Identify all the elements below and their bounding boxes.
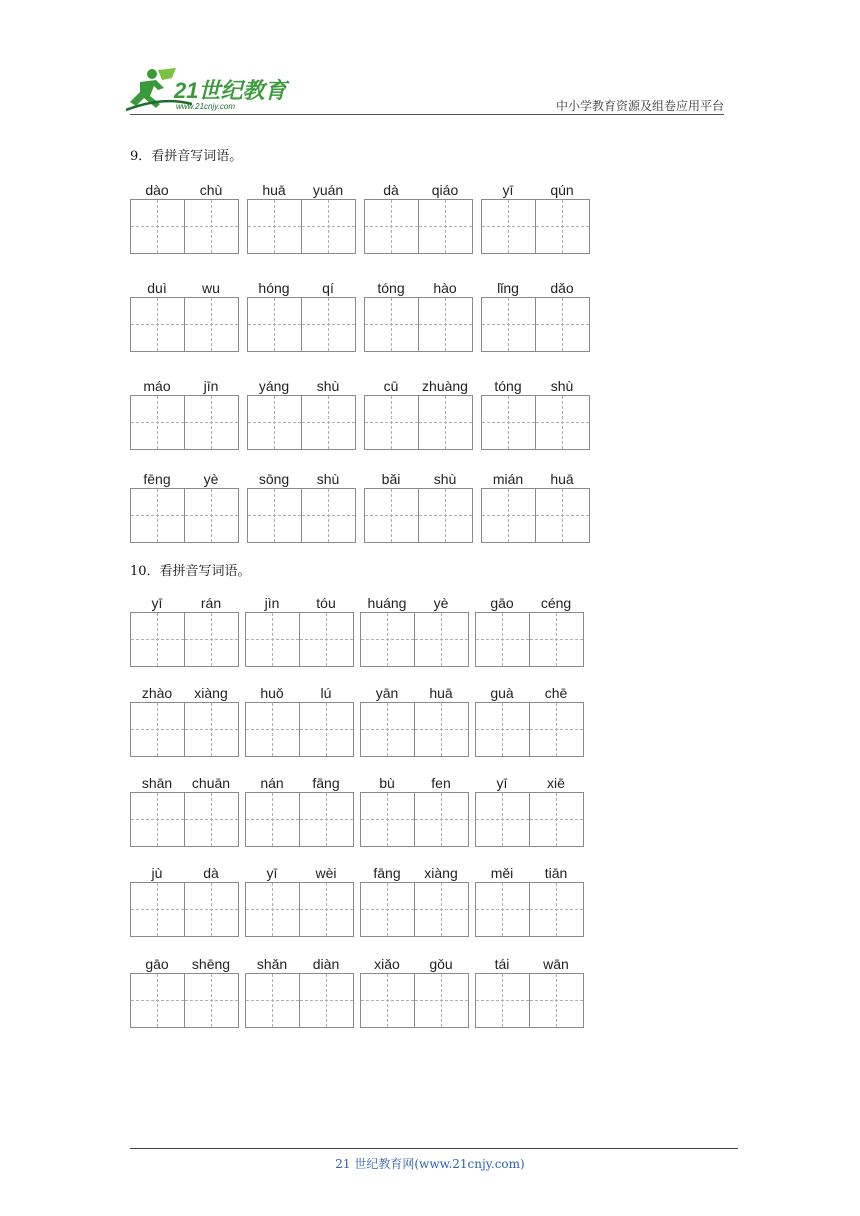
pinyin-word bbox=[130, 864, 239, 937]
word-row bbox=[130, 594, 584, 667]
writing-box-pair bbox=[481, 297, 590, 352]
pinyin-syllable: xiǎo bbox=[374, 956, 400, 972]
pinyin-label bbox=[130, 774, 239, 792]
pinyin-label bbox=[130, 181, 239, 199]
pinyin-syllable: tiān bbox=[544, 865, 568, 881]
pinyin-syllable: yuán bbox=[312, 182, 344, 198]
tian-zi-ge-cell[interactable] bbox=[184, 703, 238, 756]
pinyin-syllable: yī bbox=[496, 775, 508, 791]
pinyin-label bbox=[364, 470, 473, 488]
tian-zi-ge-cell[interactable] bbox=[476, 793, 529, 846]
tian-zi-ge-cell[interactable] bbox=[299, 613, 353, 666]
tian-zi-ge-cell[interactable] bbox=[529, 613, 583, 666]
pinyin-word bbox=[247, 181, 356, 254]
writing-box-pair bbox=[245, 973, 354, 1028]
writing-box-pair bbox=[130, 297, 239, 352]
header-divider bbox=[130, 114, 724, 115]
writing-box-pair bbox=[130, 702, 239, 757]
pinyin-syllable: xiē bbox=[547, 775, 565, 791]
pinyin-label bbox=[481, 181, 590, 199]
pinyin-label bbox=[247, 470, 356, 488]
pinyin-label bbox=[475, 955, 584, 973]
pinyin-word bbox=[245, 864, 354, 937]
writing-box-pair bbox=[247, 488, 356, 543]
pinyin-word bbox=[130, 470, 239, 543]
pinyin-label bbox=[245, 774, 354, 792]
pinyin-syllable: hóng bbox=[258, 280, 290, 296]
tian-zi-ge-cell[interactable] bbox=[361, 793, 414, 846]
tian-zi-ge-cell[interactable] bbox=[482, 298, 535, 351]
tian-zi-ge-cell[interactable] bbox=[184, 489, 238, 542]
tian-zi-ge-cell[interactable] bbox=[365, 489, 418, 542]
pinyin-word bbox=[475, 594, 584, 667]
pinyin-word bbox=[130, 594, 239, 667]
pinyin-syllable: qí bbox=[322, 280, 334, 296]
tian-zi-ge-cell[interactable] bbox=[184, 613, 238, 666]
writing-box-pair bbox=[475, 973, 584, 1028]
pinyin-label bbox=[247, 377, 356, 395]
pinyin-word bbox=[481, 377, 590, 450]
tian-zi-ge-cell[interactable] bbox=[131, 200, 184, 253]
writing-box-pair bbox=[130, 199, 239, 254]
writing-box-pair bbox=[475, 882, 584, 937]
writing-box-pair bbox=[360, 792, 469, 847]
writing-box-pair bbox=[481, 488, 590, 543]
tian-zi-ge-cell[interactable] bbox=[414, 613, 468, 666]
tian-zi-ge-cell[interactable] bbox=[246, 883, 299, 936]
pinyin-word bbox=[130, 377, 239, 450]
pinyin-syllable: wu bbox=[202, 280, 220, 296]
tian-zi-ge-cell[interactable] bbox=[184, 396, 238, 449]
pinyin-syllable: lǐng bbox=[497, 280, 519, 296]
pinyin-label bbox=[360, 684, 469, 702]
pinyin-word bbox=[247, 279, 356, 352]
writing-box-pair bbox=[247, 395, 356, 450]
tian-zi-ge-cell[interactable] bbox=[418, 200, 472, 253]
pinyin-word bbox=[130, 279, 239, 352]
pinyin-syllable: qún bbox=[550, 182, 574, 198]
tian-zi-ge-cell[interactable] bbox=[476, 613, 529, 666]
tian-zi-ge-cell[interactable] bbox=[184, 883, 238, 936]
pinyin-word bbox=[360, 774, 469, 847]
writing-box-pair bbox=[130, 488, 239, 543]
pinyin-syllable: céng bbox=[540, 595, 572, 611]
pinyin-label bbox=[245, 955, 354, 973]
pinyin-syllable: huā bbox=[550, 471, 574, 487]
pinyin-syllable: jù bbox=[151, 865, 163, 881]
footer-text: 21 世纪教育网(www.21cnjy.com) bbox=[335, 1157, 525, 1171]
pinyin-syllable: gǒu bbox=[429, 956, 453, 972]
pinyin-syllable: shù bbox=[316, 471, 340, 487]
tian-zi-ge-cell[interactable] bbox=[301, 298, 355, 351]
pinyin-word bbox=[245, 774, 354, 847]
pinyin-syllable: huā bbox=[262, 182, 286, 198]
tian-zi-ge-cell[interactable] bbox=[184, 793, 238, 846]
pinyin-syllable: fēng bbox=[143, 471, 171, 487]
tian-zi-ge-cell[interactable] bbox=[248, 489, 301, 542]
pinyin-syllable: yè bbox=[433, 595, 449, 611]
pinyin-label bbox=[130, 594, 239, 612]
writing-box-pair bbox=[130, 792, 239, 847]
pinyin-label bbox=[360, 864, 469, 882]
pinyin-syllable: lú bbox=[320, 685, 332, 701]
writing-box-pair bbox=[130, 395, 239, 450]
pinyin-syllable: shēng bbox=[191, 956, 231, 972]
pinyin-label bbox=[475, 594, 584, 612]
pinyin-syllable: chuān bbox=[191, 775, 231, 791]
pinyin-word bbox=[245, 684, 354, 757]
writing-box-pair bbox=[360, 973, 469, 1028]
tian-zi-ge-cell[interactable] bbox=[365, 396, 418, 449]
pinyin-syllable: shān bbox=[141, 775, 173, 791]
tian-zi-ge-cell[interactable] bbox=[184, 974, 238, 1027]
question-10-title: 10．看拼音写词语。 bbox=[130, 564, 251, 579]
pinyin-syllable: tái bbox=[494, 956, 510, 972]
writing-box-pair bbox=[475, 702, 584, 757]
pinyin-word bbox=[130, 955, 239, 1028]
pinyin-label bbox=[130, 864, 239, 882]
pinyin-syllable: huǒ bbox=[260, 685, 284, 701]
pinyin-syllable: duì bbox=[147, 280, 167, 296]
pinyin-syllable: dà bbox=[383, 182, 399, 198]
pinyin-word bbox=[364, 181, 473, 254]
writing-box-pair bbox=[130, 612, 239, 667]
pinyin-word bbox=[364, 377, 473, 450]
word-row bbox=[130, 955, 584, 1028]
pinyin-word bbox=[130, 181, 239, 254]
writing-box-pair bbox=[481, 395, 590, 450]
logo-url: www.21cnjy.com bbox=[176, 102, 235, 111]
pinyin-word bbox=[481, 279, 590, 352]
pinyin-syllable: fāng bbox=[373, 865, 401, 881]
pinyin-syllable: fen bbox=[431, 775, 451, 791]
tian-zi-ge-cell[interactable] bbox=[535, 298, 589, 351]
pinyin-syllable: yè bbox=[203, 471, 219, 487]
tian-zi-ge-cell[interactable] bbox=[131, 793, 184, 846]
pinyin-syllable: chù bbox=[199, 182, 223, 198]
tian-zi-ge-cell[interactable] bbox=[535, 489, 589, 542]
pinyin-syllable: shǎn bbox=[256, 956, 288, 972]
pinyin-label bbox=[130, 377, 239, 395]
tian-zi-ge-cell[interactable] bbox=[414, 974, 468, 1027]
writing-box-pair bbox=[245, 792, 354, 847]
pinyin-word bbox=[130, 774, 239, 847]
writing-box-pair bbox=[364, 395, 473, 450]
tian-zi-ge-cell[interactable] bbox=[535, 396, 589, 449]
pinyin-label bbox=[475, 684, 584, 702]
pinyin-syllable: shù bbox=[550, 378, 574, 394]
pinyin-syllable: diàn bbox=[312, 956, 340, 972]
tian-zi-ge-cell[interactable] bbox=[365, 200, 418, 253]
pinyin-word bbox=[481, 181, 590, 254]
tian-zi-ge-cell[interactable] bbox=[246, 793, 299, 846]
word-row bbox=[130, 470, 590, 543]
tian-zi-ge-cell[interactable] bbox=[482, 200, 535, 253]
pinyin-syllable: bǎi bbox=[381, 471, 401, 487]
tian-zi-ge-cell[interactable] bbox=[361, 613, 414, 666]
question-9-title: 9．看拼音写词语。 bbox=[130, 149, 243, 164]
pinyin-syllable: tóu bbox=[316, 595, 336, 611]
pinyin-word bbox=[247, 470, 356, 543]
pinyin-syllable: yáng bbox=[258, 378, 290, 394]
tian-zi-ge-cell[interactable] bbox=[131, 974, 184, 1027]
tian-zi-ge-cell[interactable] bbox=[529, 974, 583, 1027]
tian-zi-ge-cell[interactable] bbox=[361, 883, 414, 936]
pinyin-syllable: mián bbox=[492, 471, 524, 487]
tian-zi-ge-cell[interactable] bbox=[365, 298, 418, 351]
pinyin-label bbox=[245, 684, 354, 702]
tian-zi-ge-cell[interactable] bbox=[248, 200, 301, 253]
pinyin-syllable: qiáo bbox=[431, 182, 459, 198]
pinyin-word bbox=[475, 955, 584, 1028]
tian-zi-ge-cell[interactable] bbox=[299, 974, 353, 1027]
tian-zi-ge-cell[interactable] bbox=[131, 396, 184, 449]
writing-box-pair bbox=[364, 488, 473, 543]
pinyin-word bbox=[130, 684, 239, 757]
tian-zi-ge-cell[interactable] bbox=[418, 298, 472, 351]
tian-zi-ge-cell[interactable] bbox=[184, 200, 238, 253]
pinyin-syllable: wān bbox=[543, 956, 569, 972]
tian-zi-ge-cell[interactable] bbox=[482, 396, 535, 449]
tian-zi-ge-cell[interactable] bbox=[476, 703, 529, 756]
pinyin-syllable: huáng bbox=[367, 595, 407, 611]
tian-zi-ge-cell[interactable] bbox=[184, 298, 238, 351]
tian-zi-ge-cell[interactable] bbox=[131, 489, 184, 542]
tian-zi-ge-cell[interactable] bbox=[246, 703, 299, 756]
footer-divider bbox=[130, 1148, 738, 1149]
word-row bbox=[130, 181, 590, 254]
writing-box-pair bbox=[245, 612, 354, 667]
pinyin-label bbox=[130, 955, 239, 973]
pinyin-syllable: bù bbox=[379, 775, 395, 791]
writing-box-pair bbox=[130, 882, 239, 937]
tian-zi-ge-cell[interactable] bbox=[301, 489, 355, 542]
pinyin-syllable: zhuàng bbox=[422, 378, 468, 394]
writing-box-pair bbox=[475, 792, 584, 847]
pinyin-syllable: tóng bbox=[377, 280, 405, 296]
pinyin-syllable: cū bbox=[383, 378, 399, 394]
tian-zi-ge-cell[interactable] bbox=[299, 883, 353, 936]
pinyin-syllable: gāo bbox=[490, 595, 514, 611]
tian-zi-ge-cell[interactable] bbox=[529, 883, 583, 936]
writing-box-pair bbox=[360, 882, 469, 937]
tian-zi-ge-cell[interactable] bbox=[248, 298, 301, 351]
pinyin-syllable: yān bbox=[375, 685, 399, 701]
word-row bbox=[130, 279, 590, 352]
pinyin-syllable: měi bbox=[490, 865, 514, 881]
tian-zi-ge-cell[interactable] bbox=[529, 793, 583, 846]
pinyin-label bbox=[475, 864, 584, 882]
pinyin-syllable: huā bbox=[429, 685, 453, 701]
pinyin-syllable: rán bbox=[200, 595, 222, 611]
pinyin-syllable: máo bbox=[143, 378, 171, 394]
pinyin-word bbox=[364, 470, 473, 543]
tian-zi-ge-cell[interactable] bbox=[131, 298, 184, 351]
pinyin-label bbox=[481, 470, 590, 488]
pinyin-label bbox=[130, 684, 239, 702]
pinyin-syllable: chē bbox=[544, 685, 568, 701]
pinyin-word bbox=[360, 684, 469, 757]
pinyin-word bbox=[475, 774, 584, 847]
tian-zi-ge-cell[interactable] bbox=[361, 703, 414, 756]
pinyin-syllable: fāng bbox=[312, 775, 340, 791]
tian-zi-ge-cell[interactable] bbox=[476, 974, 529, 1027]
pinyin-label bbox=[481, 279, 590, 297]
tian-zi-ge-cell[interactable] bbox=[301, 200, 355, 253]
pinyin-syllable: hào bbox=[433, 280, 457, 296]
pinyin-syllable: guà bbox=[490, 685, 514, 701]
writing-box-pair bbox=[245, 702, 354, 757]
pinyin-syllable: yī bbox=[151, 595, 163, 611]
writing-box-pair bbox=[245, 882, 354, 937]
tian-zi-ge-cell[interactable] bbox=[529, 703, 583, 756]
tian-zi-ge-cell[interactable] bbox=[535, 200, 589, 253]
pinyin-syllable: shù bbox=[316, 378, 340, 394]
writing-box-pair bbox=[475, 612, 584, 667]
pinyin-word bbox=[245, 955, 354, 1028]
pinyin-label bbox=[364, 377, 473, 395]
pinyin-syllable: shù bbox=[433, 471, 457, 487]
word-row bbox=[130, 684, 584, 757]
tian-zi-ge-cell[interactable] bbox=[131, 703, 184, 756]
tian-zi-ge-cell[interactable] bbox=[482, 489, 535, 542]
writing-box-pair bbox=[364, 297, 473, 352]
pinyin-word bbox=[360, 594, 469, 667]
writing-box-pair bbox=[130, 973, 239, 1028]
pinyin-word bbox=[360, 955, 469, 1028]
tian-zi-ge-cell[interactable] bbox=[476, 883, 529, 936]
pinyin-syllable: gāo bbox=[145, 956, 169, 972]
pinyin-label bbox=[360, 955, 469, 973]
logo bbox=[122, 66, 292, 112]
pinyin-syllable: dǎo bbox=[550, 280, 574, 296]
tian-zi-ge-cell[interactable] bbox=[131, 613, 184, 666]
pinyin-label bbox=[360, 594, 469, 612]
pinyin-syllable: xiàng bbox=[194, 685, 228, 701]
pinyin-syllable: dà bbox=[203, 865, 219, 881]
pinyin-word bbox=[475, 864, 584, 937]
tian-zi-ge-cell[interactable] bbox=[301, 396, 355, 449]
tian-zi-ge-cell[interactable] bbox=[248, 396, 301, 449]
pinyin-label bbox=[130, 279, 239, 297]
writing-box-pair bbox=[364, 199, 473, 254]
tian-zi-ge-cell[interactable] bbox=[414, 703, 468, 756]
pinyin-label bbox=[247, 279, 356, 297]
tian-zi-ge-cell[interactable] bbox=[299, 703, 353, 756]
word-row bbox=[130, 377, 590, 450]
pinyin-word bbox=[245, 594, 354, 667]
pinyin-label bbox=[245, 864, 354, 882]
pinyin-word bbox=[247, 377, 356, 450]
pinyin-label bbox=[360, 774, 469, 792]
pinyin-label bbox=[481, 377, 590, 395]
pinyin-syllable: wèi bbox=[315, 865, 337, 881]
pinyin-label bbox=[475, 774, 584, 792]
tian-zi-ge-cell[interactable] bbox=[299, 793, 353, 846]
tian-zi-ge-cell[interactable] bbox=[131, 883, 184, 936]
pinyin-syllable: nán bbox=[260, 775, 284, 791]
tian-zi-ge-cell[interactable] bbox=[246, 974, 299, 1027]
pinyin-label bbox=[364, 181, 473, 199]
pinyin-syllable: dào bbox=[145, 182, 169, 198]
tian-zi-ge-cell[interactable] bbox=[418, 489, 472, 542]
page-header bbox=[0, 0, 860, 120]
writing-box-pair bbox=[481, 199, 590, 254]
tian-zi-ge-cell[interactable] bbox=[246, 613, 299, 666]
pinyin-word bbox=[364, 279, 473, 352]
pinyin-word bbox=[360, 864, 469, 937]
pinyin-syllable: yī bbox=[502, 182, 514, 198]
word-row bbox=[130, 864, 584, 937]
pinyin-syllable: zhào bbox=[141, 685, 173, 701]
pinyin-syllable: jìn bbox=[264, 595, 280, 611]
pinyin-label bbox=[247, 181, 356, 199]
pinyin-label bbox=[130, 470, 239, 488]
pinyin-label bbox=[364, 279, 473, 297]
writing-box-pair bbox=[247, 297, 356, 352]
word-row bbox=[130, 774, 584, 847]
site-name: 中小学教育资源及组卷应用平台 bbox=[555, 99, 724, 113]
writing-box-pair bbox=[360, 702, 469, 757]
pinyin-syllable: sōng bbox=[258, 471, 290, 487]
tian-zi-ge-cell[interactable] bbox=[418, 396, 472, 449]
writing-box-pair bbox=[247, 199, 356, 254]
pinyin-syllable: yī bbox=[266, 865, 278, 881]
pinyin-syllable: jīn bbox=[203, 378, 219, 394]
pinyin-word bbox=[475, 684, 584, 757]
writing-box-pair bbox=[360, 612, 469, 667]
tian-zi-ge-cell[interactable] bbox=[414, 793, 468, 846]
pinyin-word bbox=[481, 470, 590, 543]
pinyin-label bbox=[245, 594, 354, 612]
tian-zi-ge-cell[interactable] bbox=[414, 883, 468, 936]
pinyin-syllable: xiàng bbox=[424, 865, 458, 881]
logo-text: 21世纪教育 bbox=[174, 78, 287, 103]
pinyin-syllable: tóng bbox=[494, 378, 522, 394]
tian-zi-ge-cell[interactable] bbox=[361, 974, 414, 1027]
